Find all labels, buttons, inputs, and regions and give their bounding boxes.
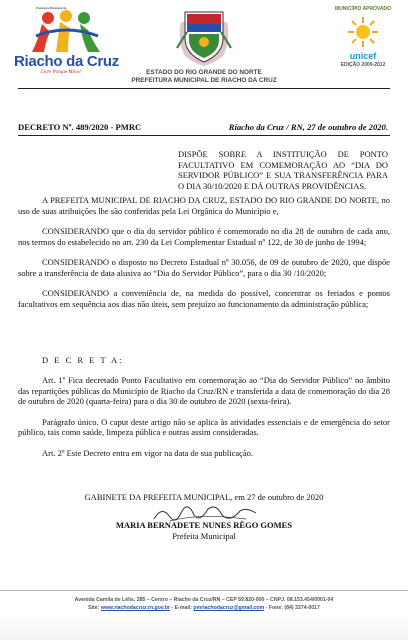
footer-address: Avenida Camila de Lélis, 285 – Centro – Riacho da Cruz/RN – CEP 59.820-000 – CNPJ. 08.153.454/0001-04: [74, 597, 334, 603]
logo-subtitle: Prefeitura Municipal de: [36, 6, 67, 10]
header-divider: [18, 88, 390, 89]
logo-slogan: Livre Porque Mãos!: [41, 70, 82, 75]
signer-name: MARIA BERNADETE NUNES RÊGO GOMES: [115, 520, 293, 530]
email-label: - E-mail:: [171, 605, 192, 611]
unicef-seal: [322, 6, 404, 78]
decree-ementa: DISPÕE SOBRE A INSTITUIÇÃO DE PONTO FACULTATIVO EM COMEMORAÇÃO AO “DIA DO SERVIDOR PÚBLICO” E SUA TRANSFERÊNCIA PARA O DIA 30/10/2020 E DÁ OUTRAS PROVIDÊNCIAS.: [178, 149, 388, 191]
site-label: Site:: [88, 605, 100, 611]
logo-name: Riacho da Cruz: [14, 53, 119, 70]
closing-line: GABINETE DA PREFEITA MUNICIPAL, em 27 de outubro de 2020: [84, 492, 324, 502]
decree-articles: [18, 375, 390, 468]
signer-role: Prefeita Municipal: [172, 531, 236, 541]
coat-of-arms-icon: [175, 8, 233, 68]
article-2: Art. 2º Este Decreto entra em vigor na data de sua publicação.: [42, 447, 254, 458]
email-link[interactable]: pmriachodacruz@gmail.com: [193, 605, 265, 611]
site-link[interactable]: www.riachodacruz.rn.gov.br: [100, 605, 171, 611]
considerando-paragraph: CONSIDERANDO que o dia do servidor público é comemorado no dia 28 de outubro de cada ano, nos termos do estabelecido no art. 230 da Lei Complementar Estadual nº 122, de 30 de junho de 1994;: [18, 226, 390, 247]
unicef-approved-label: MUNICÍPIO APROVADO: [334, 6, 392, 12]
footer-strip: [0, 612, 408, 640]
article-1: Art. 1º Fica decretado Ponto Facultativo em comemoração ao “Dia do Servidor Público” no âmbito das repartições públicas do Município de Riacho da Cruz/RN e transferida a data de comemoração do dia 28 de outubro de 2020 (quarta-feira) para o dia 30 de outubro de 2020 (sexta-feira).: [18, 375, 390, 406]
state-title: ESTADO DO RIO GRANDE DO NORTE: [146, 69, 262, 76]
considerando-paragraph: CONSIDERANDO o disposto no Decreto Estadual nº 30.056, de 09 de outubro de 2020, que dispõe sobre a transferência de data alusiva ao “Dia do Servidor Público”, para o dia 30 /10/2020;: [18, 257, 390, 278]
header-titles: [0, 69, 408, 85]
sun-icon: [346, 15, 380, 49]
preamble-paragraph: A PREFEITA MUNICIPAL DE RIACHO DA CRUZ, ESTADO DO RIO GRANDE DO NORTE, no uso de suas atribuições lhe são conferidas pela Lei Orgânica do Município e,: [18, 195, 390, 216]
unicef-name: unicef: [349, 51, 377, 61]
state-crest: [175, 8, 233, 68]
decreta-heading: D E C R E T A:: [42, 355, 124, 365]
considerando-paragraph: CONSIDERANDO a conveniência de, na medida do possível, concentrar os feriados e pontos facultativos em sequência aos dias não úteis, sem prejuízo ao funcionamento da administração pública;: [18, 288, 390, 309]
decree-preamble: [18, 195, 390, 319]
decree-number: DECRETO Nº. 489/2020 - PMRC: [18, 122, 142, 132]
article-sole-paragraph: Parágrafo único. O caput deste artigo não se aplica às atividades essenciais e de emergência do setor público, tais como saúde, limpeza pública e outras assim consideradas.: [18, 416, 390, 437]
phone-text: - Fone: (84) 3374-0017: [265, 605, 320, 611]
logo-figures-icon: [8, 6, 128, 56]
footer-divider: [0, 590, 408, 591]
footer-contacts: [0, 605, 408, 611]
unicef-edition: EDIÇÃO 2009-2012: [340, 62, 386, 68]
decree-divider: [18, 135, 390, 136]
decree-place-date: Riacho da Cruz / RN, 27 de outubro de 2020.: [228, 122, 388, 132]
prefeitura-title: PREFEITURA MUNICIPAL DE RIACHO DA CRUZ: [131, 77, 277, 84]
